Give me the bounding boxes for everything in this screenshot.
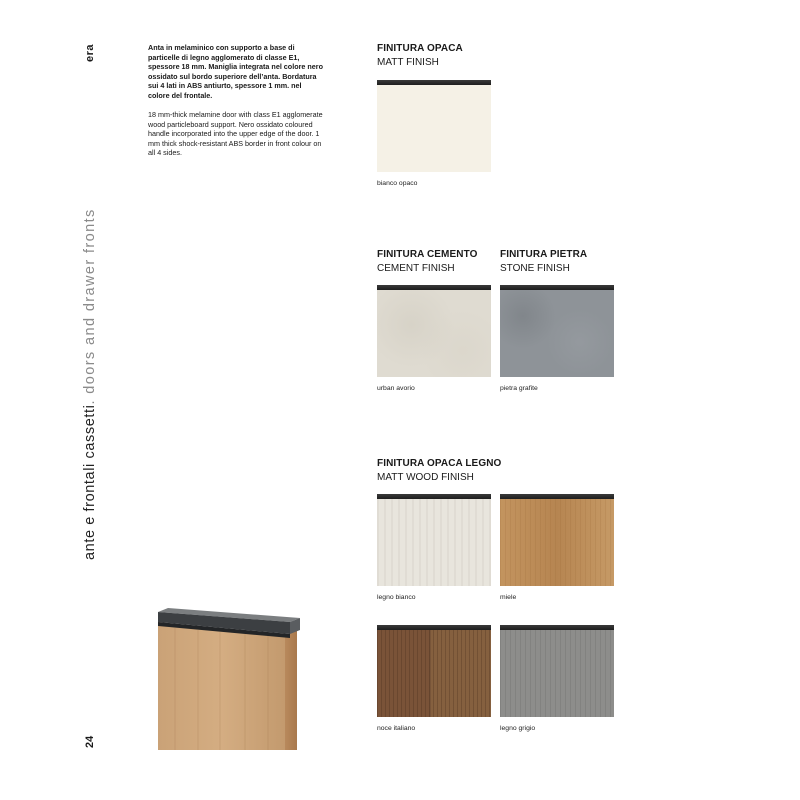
swatch-face (377, 630, 491, 717)
section-title-english: doors and drawer fronts (82, 208, 98, 394)
caption-urban-avorio: urban avorio (377, 385, 415, 392)
description-italian: Anta in melaminico con supporto a base di particelle di legno agglomerato di classe E1, spessore 18 mm. Maniglia integrata nel colore nero ossidato sul bordo superiore dell’anta. Bordatura sui 4 lati in ABS antiurto, spessore 1 mm. nel colore del frontale. (148, 43, 323, 100)
cement-finish-subtitle: CEMENT FINISH (377, 263, 455, 274)
swatch-pietra-grafite (500, 285, 614, 377)
wood-finish-title: FINITURA OPACA LEGNO (377, 458, 502, 469)
stone-finish-title: FINITURA PIETRA (500, 249, 588, 260)
matt-finish-heading (377, 42, 463, 70)
swatch-face (377, 290, 491, 377)
swatch-legno-grigio (500, 625, 614, 717)
swatch-bianco-opaco (377, 80, 491, 172)
caption-legno-grigio: legno grigio (500, 725, 536, 732)
door-side (285, 630, 297, 750)
swatch-face (500, 630, 614, 717)
door-front (158, 622, 285, 750)
caption-pietra-grafite: pietra grafite (500, 385, 538, 392)
cement-finish-heading (377, 248, 478, 276)
swatch-face (500, 290, 614, 377)
brand-label: era (84, 43, 96, 62)
swatch-urban-avorio (377, 285, 491, 377)
wood-finish-subtitle: MATT WOOD FINISH (377, 472, 474, 483)
caption-noce-italiano: noce italiano (377, 725, 416, 732)
section-title (82, 208, 98, 560)
caption-legno-bianco: legno bianco (377, 594, 416, 601)
matt-finish-subtitle: MATT FINISH (377, 57, 439, 68)
cement-finish-title: FINITURA CEMENTO (377, 249, 478, 260)
section-title-separator: . (82, 393, 98, 405)
caption-bianco-opaco: bianco opaco (377, 180, 418, 187)
caption-miele: miele (500, 594, 517, 601)
door-profile-illustration (150, 600, 310, 750)
stone-finish-subtitle: STONE FINISH (500, 263, 570, 274)
swatch-legno-bianco (377, 494, 491, 586)
page-number: 24 (84, 735, 96, 748)
swatch-face (377, 499, 491, 586)
wood-finish-heading (377, 457, 501, 485)
section-title-italian: ante e frontali cassetti (82, 404, 98, 560)
description-english: 18 mm-thick melamine door with class E1 agglomerate wood particleboard support. Nero ossidato coloured handle incorporated into the upper edge of the door. 1 mm thick shock-resistant ABS border in front colour on all 4 sides. (148, 110, 323, 158)
stone-finish-heading (500, 248, 587, 276)
swatch-miele (500, 494, 614, 586)
swatch-noce-italiano (377, 625, 491, 717)
matt-finish-title: FINITURA OPACA (377, 43, 463, 54)
swatch-face (377, 85, 491, 172)
swatch-face (500, 499, 614, 586)
description-block (148, 43, 323, 168)
